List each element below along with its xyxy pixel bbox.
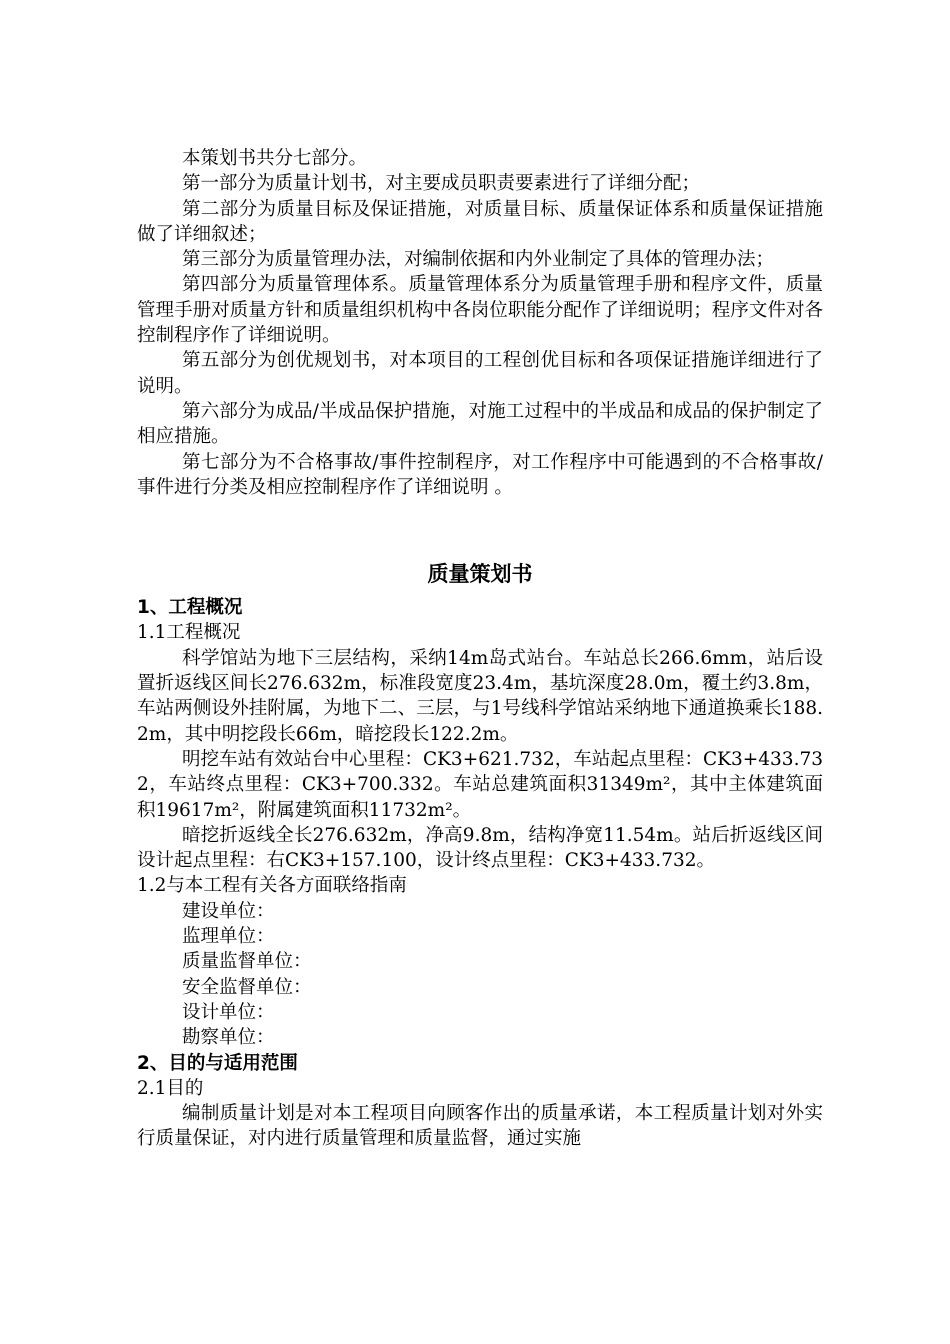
intro-paragraph: 第六部分为成品/半成品保护措施，对施工过程中的半成品和成品的保护制定了相应措施。 [137,400,823,448]
intro-paragraph: 第七部分为不合格事故/事件控制程序，对工作程序中可能遇到的不合格事故/事件进行分类及相应控制程序作了详细说明 。 [137,451,823,498]
contact-item: 监理单位： [182,926,275,948]
body-paragraph: 编制质量计划是对本工程项目向顾客作出的质量承诺，本工程质量计划对外实行质量保证，对内进行质量管理和质量监督，通过实施 [137,1103,823,1150]
body-paragraph: 暗挖折返线全长276.632m，净高9.8m，结构净宽11.54m。站后折返线区间设计起点里程：右CK3+157.100，设计终点里程：CK3+433.732。 [137,824,823,872]
subsection-heading: 1.2与本工程有关各方面联络指南 [137,875,407,897]
subsection-heading: 2.1目的 [137,1077,204,1099]
body-paragraph: 科学馆站为地下三层结构，采纳14m岛式站台。车站总长266.6mm，站后设置折返线区间长276.632m，标准段宽度23.4m，基坑深度28.0m，覆土约3.8m，车站两侧设外挂附属，为地下二、三层，与1号线科学馆站采纳地下通道换乘长188.2m，其中明挖段长66m，暗挖段长122.2m。 [137,647,823,745]
contact-item: 建设单位： [182,900,275,922]
intro-paragraph: 第一部分为质量计划书，对主要成员职责要素进行了详细分配； [182,173,701,195]
subsection-heading: 1.1工程概况 [137,622,241,644]
intro-paragraph: 第四部分为质量管理体系。质量管理体系分为质量管理手册和程序文件，质量管理手册对质量方针和质量组织机构中各岗位职能分配作了详细说明；程序文件对各控制程序作了详细说明。 [137,274,823,347]
document-title: 质量策划书 [427,562,533,587]
spacer [137,500,823,559]
contact-item: 质量监督单位： [182,951,312,973]
intro-paragraph: 第五部分为创优规划书，对本项目的工程创优目标和各项保证措施详细进行了说明。 [137,350,823,397]
document-page [137,146,823,1152]
contact-item: 安全监督单位： [182,976,312,998]
intro-paragraph: 第二部分为质量目标及保证措施，对质量目标、质量保证体系和质量保证措施做了详细叙述； [137,198,823,245]
contact-item: 勘察单位： [182,1027,275,1049]
section-heading: 1、工程概况 [137,597,243,619]
intro-paragraph: 第三部分为质量管理办法，对编制依据和内外业制定了具体的管理办法； [182,249,775,271]
contact-item: 设计单位： [182,1001,275,1023]
intro-paragraph: 本策划书共分七部分。 [182,148,368,169]
section-heading: 2、目的与适用范围 [137,1052,298,1074]
body-paragraph: 明挖车站有效站台中心里程：CK3+621.732，车站起点里程：CK3+433.732，车站终点里程：CK3+700.332。车站总建筑面积31349m²，其中主体建筑面积19617m²，附属建筑面积11732m²。 [137,748,823,821]
